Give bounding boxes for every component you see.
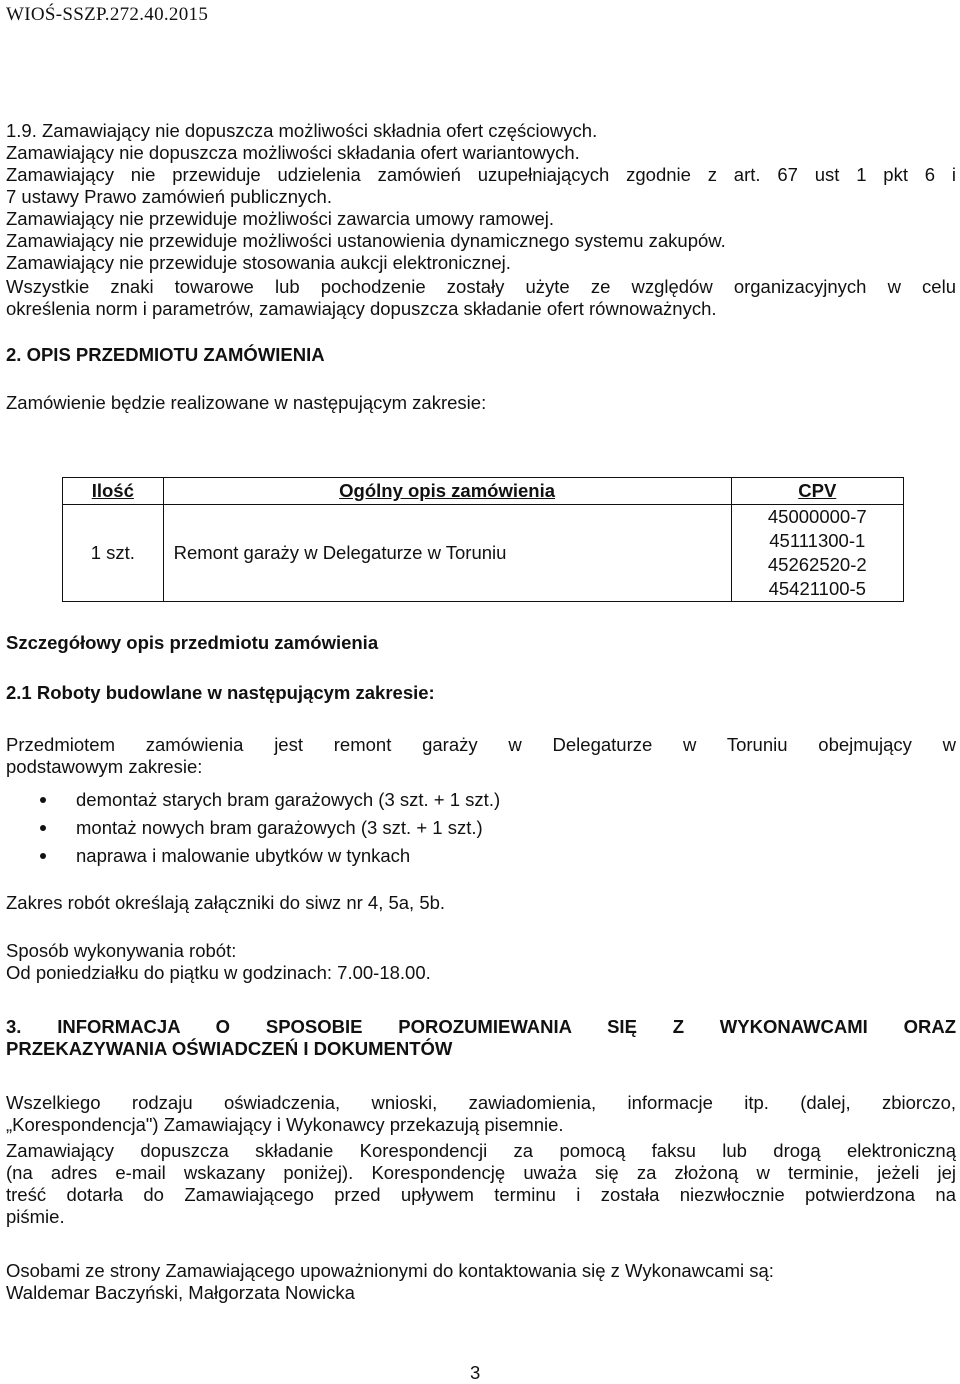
order-scope-table (62, 477, 904, 602)
section-heading: 3. INFORMACJA O SPOSOBIE POROZUMIEWANIA SIĘ Z WYKONAWCAMI ORAZ (6, 1016, 956, 1037)
text-line: Wszystkie znaki towarowe lub pochodzenie zostały użyte ze względów organizacyjnych w celu (6, 276, 956, 297)
cpv-code: 45262520-2 (767, 554, 867, 575)
cpv-code: 45111300-1 (769, 530, 866, 551)
text-line: Zamawiający dopuszcza składanie Korespondencji za pomocą faksu lub drogą elektroniczną (6, 1140, 956, 1161)
scope-bullet-list (40, 786, 500, 870)
cpv-code: 45421100-5 (768, 578, 866, 599)
text-line: podstawowym zakresie: (6, 756, 203, 777)
bullet-icon (40, 825, 46, 831)
text-line: określenia norm i parametrów, zamawiający dopuszcza składanie ofert równoważnych. (6, 298, 717, 319)
text-line: Zakres robót określają załączniki do siwz nr 4, 5a, 5b. (6, 892, 446, 913)
text-line: treść dotarła do Zamawiającego przed upływem terminu i została niezwłocznie potwierdzona na (6, 1184, 956, 1205)
text-line: Zamawiający nie dopuszcza możliwości składania ofert wariantowych. (6, 142, 580, 163)
list-item: montaż nowych bram garażowych (3 szt. + 1 szt.) (40, 814, 500, 842)
cell-description: Remont garaży w Delegaturze w Toruniu (163, 505, 731, 602)
detail-heading: Szczegółowy opis przedmiotu zamówienia (6, 632, 379, 653)
text-line: piśmie. (6, 1206, 65, 1227)
text-line: 7 ustawy Prawo zamówień publicznych. (6, 186, 332, 207)
text-line: Zamawiający nie przewiduje możliwości zawarcia umowy ramowej. (6, 208, 554, 229)
list-item: demontaż starych bram garażowych (3 szt. + 1 szt.) (40, 786, 500, 814)
column-header-quantity: Ilość (63, 478, 164, 505)
text-line: Zamawiający nie przewiduje możliwości ustanowienia dynamicznego systemu zakupów. (6, 230, 726, 251)
column-header-description: Ogólny opis zamówienia (163, 478, 731, 505)
cell-cpv (731, 505, 903, 602)
section-heading: 2. OPIS PRZEDMIOTU ZAMÓWIENIA (6, 344, 325, 365)
text-line: Osobami ze strony Zamawiającego upoważnionymi do kontaktowania się z Wykonawcami są: (6, 1260, 774, 1281)
text-line: Zamawiający nie przewiduje udzielenia zamówień uzupełniających zgodnie z art. 67 ust 1 pkt 6 i (6, 164, 956, 185)
text-line: Waldemar Baczyński, Małgorzata Nowicka (6, 1282, 355, 1303)
document-reference: WIOŚ-SSZP.272.40.2015 (6, 4, 209, 25)
text-line: Przedmiotem zamówienia jest remont garaży w Delegaturze w Toruniu obejmujący w (6, 734, 956, 755)
cpv-code: 45000000-7 (767, 506, 867, 527)
text-line: Od poniedziałku do piątku w godzinach: 7.00-18.00. (6, 962, 431, 983)
subsection-heading: 2.1 Roboty budowlane w następującym zakresie: (6, 682, 435, 703)
text-line: Sposób wykonywania robót: (6, 940, 237, 961)
table-header-row (63, 478, 904, 505)
page-number: 3 (470, 1362, 481, 1383)
bullet-icon (40, 853, 46, 859)
column-header-cpv: CPV (731, 478, 903, 505)
list-item: naprawa i malowanie ubytków w tynkach (40, 842, 500, 870)
text-line: (na adres e-mail wskazany poniżej). Korespondencję uważa się za złożoną w terminie, jeżeli jej (6, 1162, 956, 1183)
text-line: „Korespondencja") Zamawiający i Wykonawcy przekazują pisemnie. (6, 1114, 564, 1135)
table-intro: Zamówienie będzie realizowane w następującym zakresie: (6, 392, 487, 413)
text-line: Wszelkiego rodzaju oświadczenia, wnioski, zawiadomienia, informacje itp. (dalej, zbiorczo, (6, 1092, 956, 1113)
text-line: 1.9. Zamawiający nie dopuszcza możliwości składnia ofert częściowych. (6, 120, 598, 141)
section-heading: PRZEKAZYWANIA OŚWIADCZEŃ I DOKUMENTÓW (6, 1038, 453, 1059)
text-line: Zamawiający nie przewiduje stosowania aukcji elektronicznej. (6, 252, 511, 273)
table-row (63, 505, 904, 602)
cell-quantity: 1 szt. (63, 505, 164, 602)
bullet-icon (40, 797, 46, 803)
